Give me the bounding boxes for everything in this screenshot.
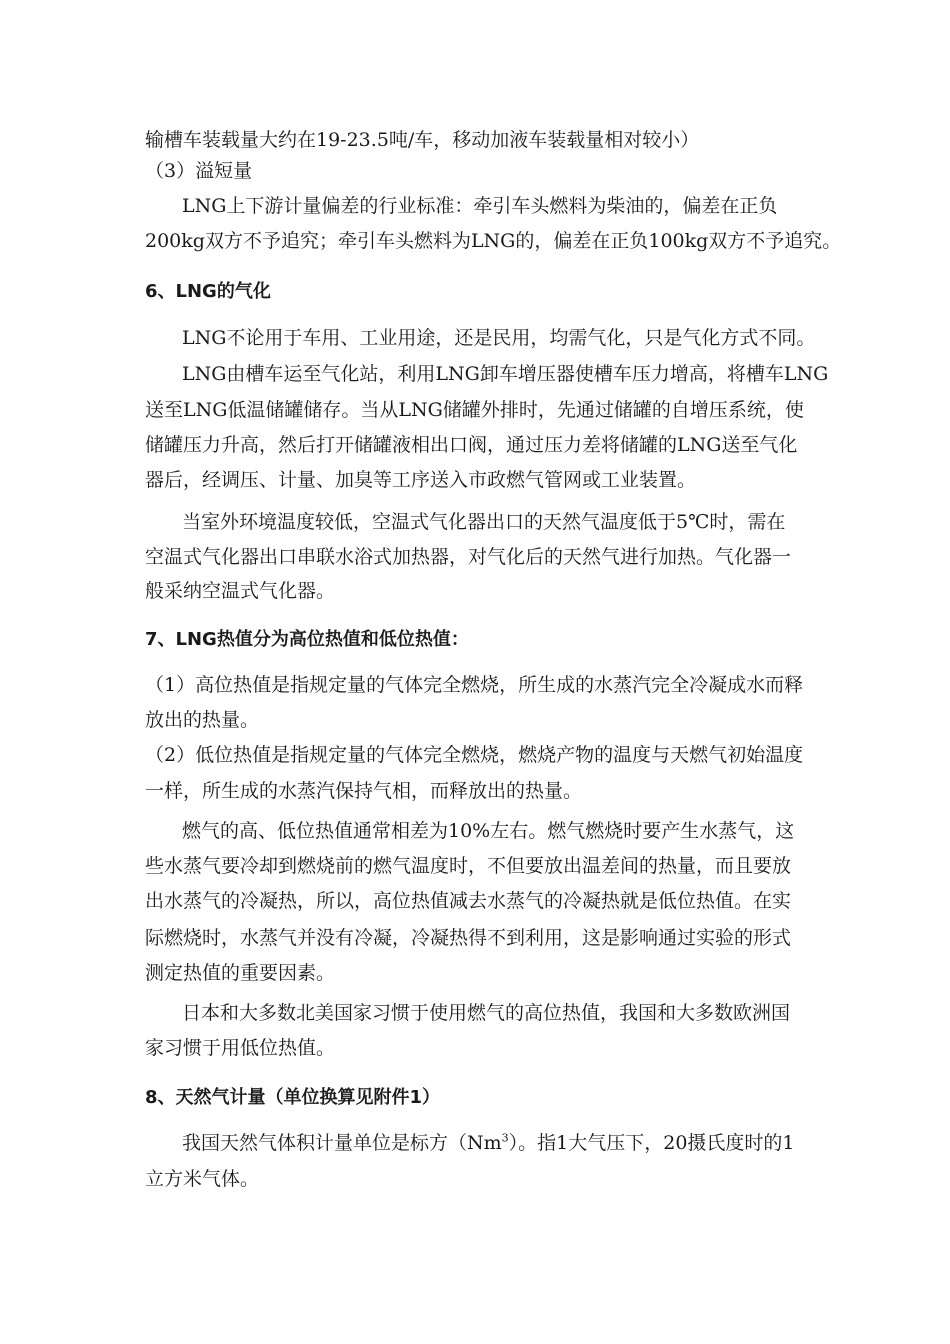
paragraph-line <box>182 1130 795 1156</box>
unit-text: 我国天然气体积计量单位是标方（Nm <box>182 1132 502 1154</box>
paragraph-line: 测定热值的重要因素。 <box>145 962 336 984</box>
paragraph-line: 放出的热量。 <box>145 709 260 731</box>
paragraph-line: 些水蒸气要冷却到燃烧前的燃气温度时，不但要放出温差间的热量，而且要放 <box>145 855 792 877</box>
paragraph-line: 日本和大多数北美国家习惯于使用燃气的高位热值，我国和大多数欧洲国 <box>182 1002 791 1024</box>
paragraph-line: 燃气的高、低位热值通常相差为10%左右。燃气燃烧时要产生水蒸气，这 <box>182 820 795 842</box>
superscript-3: 3 <box>501 1131 509 1145</box>
paragraph-line: 空温式气化器出口串联水浴式加热器，对气化后的天然气进行加热。气化器一 <box>145 546 792 568</box>
paragraph-line: LNG不论用于车用、工业用途，还是民用，均需气化，只是气化方式不同。 <box>182 327 816 349</box>
paragraph-line: 际燃烧时，水蒸气并没有冷凝，冷凝热得不到利用，这是影响通过实验的形式 <box>145 927 792 949</box>
paragraph-line: 送至LNG低温储罐储存。当从LNG储罐外排时，先通过储罐的自增压系统，使 <box>145 399 804 421</box>
paragraph-line: 立方米气体。 <box>145 1168 260 1190</box>
paragraph-line: （2）低位热值是指规定量的气体完全燃烧，燃烧产物的温度与天燃气初始温度 <box>145 744 804 766</box>
paragraph-line: LNG由槽车运至气化站，利用LNG卸车增压器使槽车压力增高，将槽车LNG <box>182 363 829 385</box>
paragraph-line: 一样，所生成的水蒸汽保持气相，而释放出的热量。 <box>145 780 583 802</box>
section-heading-6: 6、LNG的气化 <box>145 281 271 302</box>
section-heading-8: 8、天然气计量（单位换算见附件1） <box>145 1087 441 1108</box>
paragraph-line: 出水蒸气的冷凝热，所以，高位热值减去水蒸气的冷凝热就是低位热值。在实 <box>145 890 792 912</box>
paragraph-line: 家习惯于用低位热值。 <box>145 1037 336 1059</box>
paragraph-line: 储罐压力升高，然后打开储罐液相出口阀，通过压力差将储罐的LNG送至气化 <box>145 434 798 456</box>
paragraph-line: 般采纳空温式气化器。 <box>145 580 336 602</box>
section-heading-7: 7、LNG热值分为高位热值和低位热值： <box>145 629 469 650</box>
paragraph-line: LNG上下游计量偏差的行业标准：牵引车头燃料为柴油的，偏差在正负 <box>182 195 778 217</box>
sub-heading-overflow: （3）溢短量 <box>145 160 253 182</box>
paragraph-line: 器后，经调压、计量、加臭等工序送入市政燃气管网或工业装置。 <box>145 469 697 491</box>
unit-text-rest: ）。指1大气压下，20摄氏度时的1 <box>508 1132 795 1154</box>
paragraph-line: 200kg双方不予追究；牵引车头燃料为LNG的，偏差在正负100kg双方不予追究。 <box>145 230 842 252</box>
paragraph-line: （1）高位热值是指规定量的气体完全燃烧，所生成的水蒸汽完全冷凝成水而释 <box>145 674 804 696</box>
paragraph-line: 当室外环境温度较低，空温式气化器出口的天然气温度低于5℃时，需在 <box>182 511 786 533</box>
paragraph-line: 输槽车装载量大约在19-23.5吨/车，移动加液车装载量相对较小） <box>145 129 700 151</box>
